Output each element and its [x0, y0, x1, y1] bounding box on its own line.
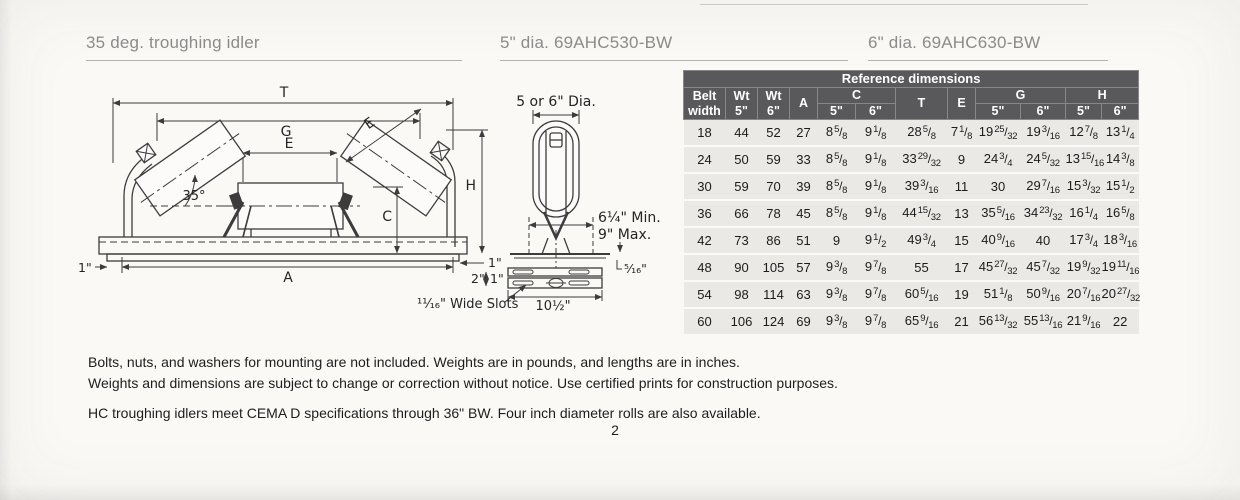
table-cell: $7^1/_8$	[948, 120, 976, 147]
table-cell: $44^{15}/_{32}$	[896, 200, 948, 227]
dim-h-label: H	[465, 178, 476, 194]
table-cell: $19^3/_{16}$	[1021, 120, 1066, 147]
dim-g-label: G	[280, 124, 292, 140]
roll-dia-label: 5 or 6" Dia.	[516, 94, 596, 110]
reference-dimensions-table	[683, 70, 1139, 336]
table-cell: $13^{15}/_{16}$	[1066, 146, 1102, 173]
table-cell: $9^3/_8$	[818, 281, 856, 308]
table-cell: 30	[976, 173, 1021, 200]
table-cell: $9^1/_8$	[856, 173, 896, 200]
table-cell: 48	[684, 254, 726, 281]
table-cell: $24^5/_{32}$	[1021, 146, 1066, 173]
table-cell: $9^1/_8$	[856, 146, 896, 173]
table-cell: 57	[790, 254, 818, 281]
col-wt-5	[726, 88, 758, 120]
col-wt5-sub: 5"	[735, 103, 748, 118]
table-cell: $9^1/_2$	[856, 227, 896, 254]
table-cell: $29^7/_{16}$	[1021, 173, 1066, 200]
table-row	[684, 146, 1139, 173]
table-cell: 63	[790, 281, 818, 308]
table-row	[684, 120, 1139, 147]
table-cell: 50	[726, 146, 758, 173]
footnote-line: Weights and dimensions are subject to change or correction without notice. Use certified prints for construction purposes.	[88, 375, 838, 391]
table-cell: 55	[896, 254, 948, 281]
technical-drawing	[55, 72, 715, 322]
table-cell: $19^9/_{32}$	[1066, 254, 1102, 281]
col-c-group: C	[818, 88, 896, 104]
table-cell: $45^7/_{32}$	[1021, 254, 1066, 281]
table-cell: $20^{27}/_{32}$	[1102, 281, 1139, 308]
table-cell: $65^9/_{16}$	[896, 308, 948, 335]
bar-height-label: 1"	[490, 271, 504, 286]
col-h-group: H	[1066, 88, 1139, 104]
table-cell: 78	[758, 200, 790, 227]
table-cell: $16^5/_8$	[1102, 200, 1139, 227]
table-cell: 124	[758, 308, 790, 335]
table-cell: $33^{29}/_{32}$	[896, 146, 948, 173]
table-cell: $39^3/_{16}$	[896, 173, 948, 200]
table-cell: $9^7/_8$	[856, 281, 896, 308]
table-cell: $8^5/_8$	[818, 120, 856, 147]
col-belt-line2: width	[688, 103, 721, 118]
table-cell: 24	[684, 146, 726, 173]
table-row	[684, 254, 1139, 281]
table-cell: 59	[758, 146, 790, 173]
table-cell: $34^{23}/_{32}$	[1021, 200, 1066, 227]
bracket-height-label: 2"	[471, 271, 485, 286]
table-cell: 86	[758, 227, 790, 254]
table-cell: 45	[790, 200, 818, 227]
table-cell: 44	[726, 120, 758, 147]
table-cell: $49^3/_4$	[896, 227, 948, 254]
table-cell: 17	[948, 254, 976, 281]
table-cell: 27	[790, 120, 818, 147]
table-cell: $19^{11}/_{16}$	[1102, 254, 1139, 281]
table-cell: 18	[684, 120, 726, 147]
dim-c-label: C	[382, 209, 392, 225]
table-cell: 21	[948, 308, 976, 335]
table-cell: $16^1/_4$	[1066, 200, 1102, 227]
dim-e-label: E	[284, 136, 294, 152]
dim-a-label: A	[283, 270, 293, 286]
min-width-label: 6¼" Min.	[598, 210, 661, 226]
table-cell: $9^7/_8$	[856, 254, 896, 281]
table-row	[684, 308, 1139, 335]
offset-left-label: 1"	[78, 260, 92, 275]
col-g-5: 5"	[976, 104, 1021, 120]
table-cell: $9^7/_8$	[856, 308, 896, 335]
table-cell: 40	[1021, 227, 1066, 254]
table-cell: 90	[726, 254, 758, 281]
table-cell: $55^{13}/_{16}$	[1021, 308, 1066, 335]
table-cell: 42	[684, 227, 726, 254]
table-cell: 11	[948, 173, 976, 200]
table-cell: $15^3/_{32}$	[1066, 173, 1102, 200]
table-title: Reference dimensions	[684, 71, 1139, 88]
table-cell: 114	[758, 281, 790, 308]
table-cell: $8^5/_8$	[818, 146, 856, 173]
table-cell: 73	[726, 227, 758, 254]
model-5in-title: 5" dia. 69AHC530-BW	[500, 33, 848, 61]
page-title: 35 deg. troughing idler	[86, 33, 462, 61]
table-cell: $13^1/_4$	[1102, 120, 1139, 147]
offset-right-label: 1"	[488, 255, 502, 270]
table-cell: 22	[1102, 308, 1139, 335]
table-cell: 39	[790, 173, 818, 200]
table-row	[684, 173, 1139, 200]
table-cell: $50^9/_{16}$	[1021, 281, 1066, 308]
base-width-label: 10½"	[535, 299, 571, 314]
wide-slots-label: ¹¹⁄₁₆" Wide Slots	[417, 297, 519, 312]
table-cell: $56^{13}/_{32}$	[976, 308, 1021, 335]
table-cell: 19	[948, 281, 976, 308]
page-number: 2	[611, 422, 619, 438]
col-g-6: 6"	[1021, 104, 1066, 120]
col-wt-6	[758, 88, 790, 120]
table-cell: $9^3/_8$	[818, 254, 856, 281]
table-cell: $12^7/_8$	[1066, 120, 1102, 147]
col-h-5: 5"	[1066, 104, 1102, 120]
table-cell: $8^5/_8$	[818, 173, 856, 200]
table-cell: 15	[948, 227, 976, 254]
col-wt5-label: Wt	[733, 88, 750, 103]
table-row	[684, 281, 1139, 308]
plate-thickness-label: ⁵⁄₁₆"	[624, 261, 647, 276]
model-6in-title: 6" dia. 69AHC630-BW	[868, 33, 1108, 61]
table-cell: 70	[758, 173, 790, 200]
table-cell: 33	[790, 146, 818, 173]
col-g-group: G	[976, 88, 1066, 104]
col-wt6-sub: 6"	[767, 103, 780, 118]
table-cell: 105	[758, 254, 790, 281]
scan-edge-bottom	[0, 484, 1240, 500]
table-cell: 59	[726, 173, 758, 200]
angle-label: 35°	[182, 189, 206, 204]
col-c-6: 6"	[856, 104, 896, 120]
footnote-line: Bolts, nuts, and washers for mounting are not included. Weights are in pounds, and lengths are in inches.	[88, 354, 740, 370]
table-cell: 36	[684, 200, 726, 227]
top-rule	[700, 4, 1088, 5]
table-cell: $14^3/_8$	[1102, 146, 1139, 173]
table-cell: $15^1/_2$	[1102, 173, 1139, 200]
table-cell: 52	[758, 120, 790, 147]
col-e: E	[948, 88, 976, 120]
col-wt6-label: Wt	[765, 88, 782, 103]
table-cell: 54	[684, 281, 726, 308]
col-t: T	[896, 88, 948, 120]
col-belt-width	[684, 88, 726, 120]
table-cell: $60^5/_{16}$	[896, 281, 948, 308]
table-cell: $19^{25}/_{32}$	[976, 120, 1021, 147]
table-cell: $9^1/_8$	[856, 200, 896, 227]
table-cell: 98	[726, 281, 758, 308]
table-cell: $17^3/_4$	[1066, 227, 1102, 254]
table-cell: $28^5/_8$	[896, 120, 948, 147]
table-cell: $9^3/_8$	[818, 308, 856, 335]
dim-e-side-label: E	[361, 114, 378, 133]
table-cell: $21^9/_{16}$	[1066, 308, 1102, 335]
table-cell: $24^3/_4$	[976, 146, 1021, 173]
table-cell: $45^{27}/_{32}$	[976, 254, 1021, 281]
dim-t-label: T	[279, 85, 289, 101]
col-belt-line1: Belt	[692, 88, 717, 103]
table-row	[684, 227, 1139, 254]
table-cell: 30	[684, 173, 726, 200]
side-view	[508, 121, 610, 288]
table-cell: 106	[726, 308, 758, 335]
table-cell: $51^1/_8$	[976, 281, 1021, 308]
table-cell: $9^1/_8$	[856, 120, 896, 147]
table-cell: $8^5/_8$	[818, 200, 856, 227]
table-cell: 69	[790, 308, 818, 335]
table-cell: $40^9/_{16}$	[976, 227, 1021, 254]
reference-table-body	[684, 120, 1139, 336]
table-row	[684, 200, 1139, 227]
max-width-label: 9" Max.	[598, 227, 652, 243]
scan-edge-left	[0, 0, 12, 500]
col-a: A	[790, 88, 818, 120]
col-c-5: 5"	[818, 104, 856, 120]
table-cell: 60	[684, 308, 726, 335]
table-cell: 51	[790, 227, 818, 254]
col-h-6: 6"	[1102, 104, 1139, 120]
footnote-line: HC troughing idlers meet CEMA D specifications through 36" BW. Four inch diameter rolls are also available.	[88, 405, 761, 421]
table-cell: 66	[726, 200, 758, 227]
footnotes	[88, 352, 838, 424]
table-cell: $20^7/_{16}$	[1066, 281, 1102, 308]
table-cell: 9	[948, 146, 976, 173]
table-cell: 13	[948, 200, 976, 227]
table-cell: $18^3/_{16}$	[1102, 227, 1139, 254]
table-cell: $35^5/_{16}$	[976, 200, 1021, 227]
table-cell: 9	[818, 227, 856, 254]
